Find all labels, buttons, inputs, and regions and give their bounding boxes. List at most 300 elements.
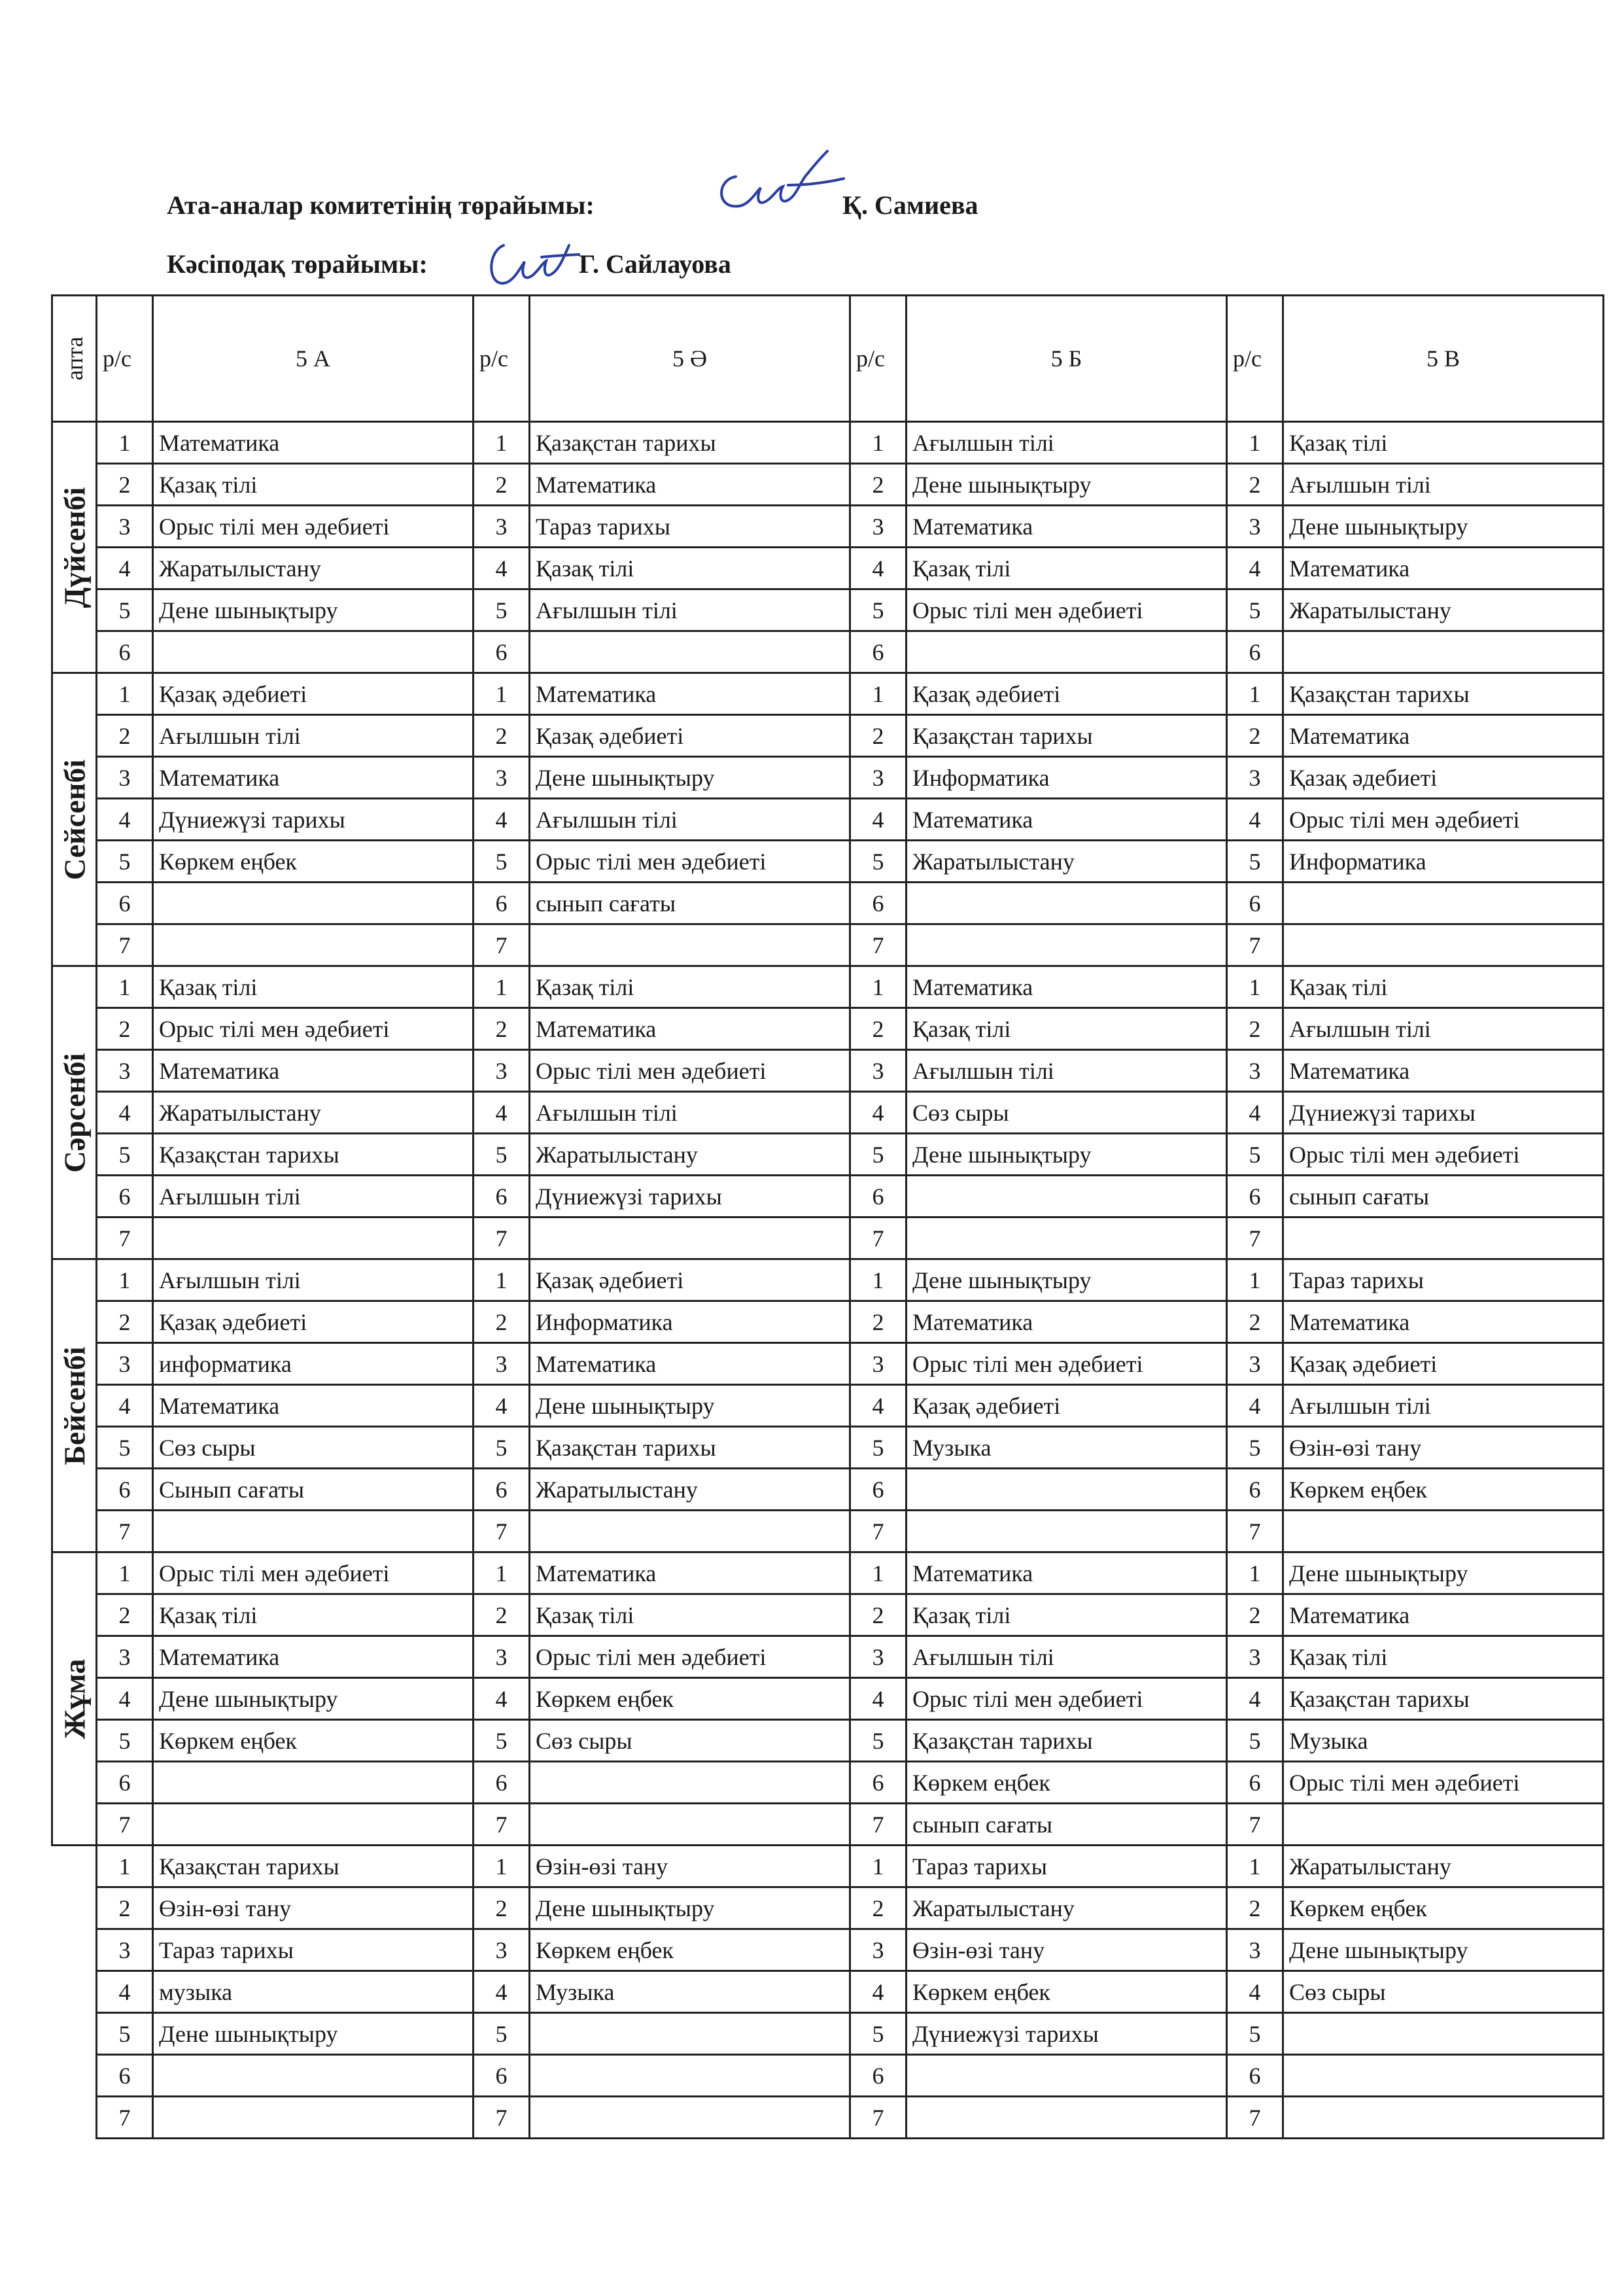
lesson-number: 6 xyxy=(850,1762,907,1804)
lesson-number: 3 xyxy=(1227,1050,1283,1092)
subject-cell: Қазақ тілі xyxy=(530,1594,850,1636)
table-row xyxy=(52,673,1604,715)
subject-cell xyxy=(1283,631,1604,673)
table-row xyxy=(52,1804,1604,1846)
lesson-number: 1 xyxy=(97,966,153,1008)
lesson-number: 6 xyxy=(97,631,153,673)
subject-cell xyxy=(530,1804,850,1846)
table-row xyxy=(52,1259,1604,1301)
table-row xyxy=(52,924,1604,966)
subject-cell: Орыс тілі мен әдебиеті xyxy=(153,1008,474,1050)
lesson-number: 3 xyxy=(1227,1636,1283,1678)
table-row xyxy=(52,1343,1604,1385)
lesson-number: 2 xyxy=(1227,1887,1283,1929)
subject-cell: Дүниежүзі тарихы xyxy=(530,1176,850,1218)
table-row xyxy=(52,1636,1604,1678)
lesson-number: 7 xyxy=(97,2097,153,2139)
lesson-number: 7 xyxy=(1227,924,1283,966)
lesson-number: 2 xyxy=(97,1301,153,1343)
lesson-number: 1 xyxy=(850,966,907,1008)
subject-cell xyxy=(530,2013,850,2055)
lesson-number: 4 xyxy=(1227,1385,1283,1427)
lesson-number: 3 xyxy=(850,1343,907,1385)
subject-cell: Орыс тілі мен әдебиеті xyxy=(530,1050,850,1092)
subject-cell: Орыс тілі мен әдебиеті xyxy=(530,841,850,883)
subject-cell: Дене шынықтыру xyxy=(153,589,474,631)
lesson-number: 3 xyxy=(1227,1929,1283,1971)
day-label: Бейсенбі xyxy=(58,1346,91,1465)
subject-cell: Дене шынықтыру xyxy=(153,2013,474,2055)
lesson-number: 4 xyxy=(850,1678,907,1720)
subject-cell xyxy=(1283,1804,1604,1846)
lesson-number: 1 xyxy=(1227,673,1283,715)
subject-cell: Тараз тарихы xyxy=(1283,1259,1604,1301)
lesson-number: 1 xyxy=(1227,1846,1283,1887)
subject-cell: Математика xyxy=(907,1301,1227,1343)
table-row xyxy=(52,1678,1604,1720)
lesson-number: 7 xyxy=(1227,1511,1283,1552)
lesson-number: 7 xyxy=(850,2097,907,2139)
subject-cell: Тараз тарихы xyxy=(907,1846,1227,1887)
subject-cell: Көркем еңбек xyxy=(153,1720,474,1762)
lesson-number: 1 xyxy=(474,1552,530,1594)
subject-cell: Ағылшын тілі xyxy=(1283,1385,1604,1427)
table-row xyxy=(52,757,1604,799)
subject-cell: Қазақ тілі xyxy=(530,966,850,1008)
lesson-number: 1 xyxy=(97,1846,153,1887)
subject-cell xyxy=(153,631,474,673)
subject-cell xyxy=(153,924,474,966)
subject-cell: Көркем еңбек xyxy=(907,1762,1227,1804)
subject-cell: Ағылшын тілі xyxy=(153,1259,474,1301)
subject-cell: Орыс тілі мен әдебиеті xyxy=(153,506,474,548)
lesson-number: 7 xyxy=(1227,1804,1283,1846)
table-row xyxy=(52,1762,1604,1804)
table-row xyxy=(52,1427,1604,1469)
table-row xyxy=(52,883,1604,924)
lesson-number: 2 xyxy=(1227,1008,1283,1050)
lesson-number: 2 xyxy=(97,1887,153,1929)
lesson-number: 6 xyxy=(1227,1762,1283,1804)
subject-cell: Ағылшын тілі xyxy=(153,1176,474,1218)
subject-cell: Жаратылыстану xyxy=(907,1887,1227,1929)
subject-cell: Дене шынықтыру xyxy=(530,757,850,799)
lesson-number: 5 xyxy=(850,1427,907,1469)
lesson-number: 6 xyxy=(850,631,907,673)
lesson-number: 5 xyxy=(1227,1427,1283,1469)
lesson-number: 4 xyxy=(1227,1971,1283,2013)
subject-cell: Математика xyxy=(1283,715,1604,757)
subject-cell: Қазақ тілі xyxy=(907,1008,1227,1050)
lesson-number: 4 xyxy=(474,548,530,589)
subject-cell xyxy=(907,2097,1227,2139)
subject-cell xyxy=(153,2055,474,2097)
subject-cell: Ағылшын тілі xyxy=(907,1636,1227,1678)
header-row xyxy=(52,296,1604,422)
subject-cell: Орыс тілі мен әдебиеті xyxy=(907,1343,1227,1385)
committee-chair-name: Қ. Самиева xyxy=(842,190,978,220)
subject-cell: Көркем еңбек xyxy=(153,841,474,883)
lesson-number: 5 xyxy=(850,1134,907,1176)
class-header: 5 Ә xyxy=(530,296,850,422)
subject-cell: Дене шынықтыру xyxy=(1283,1929,1604,1971)
lesson-number: 5 xyxy=(850,841,907,883)
subject-cell: Қазақ тілі xyxy=(1283,1636,1604,1678)
day-label: Дүйсенбі xyxy=(58,487,91,608)
lesson-number: 1 xyxy=(850,1846,907,1887)
lesson-number: 5 xyxy=(97,589,153,631)
lesson-number: 4 xyxy=(850,1092,907,1134)
day-cell xyxy=(52,673,97,966)
subject-cell: Математика xyxy=(1283,548,1604,589)
lesson-number: 5 xyxy=(1227,1134,1283,1176)
lesson-number: 6 xyxy=(1227,2055,1283,2097)
class-header: 5 А xyxy=(153,296,474,422)
lesson-number: 5 xyxy=(850,1720,907,1762)
table-row xyxy=(52,1176,1604,1218)
day-cell xyxy=(52,1552,97,1846)
subject-cell: Информатика xyxy=(1283,841,1604,883)
subject-cell: Математика xyxy=(153,757,474,799)
subject-cell: Математика xyxy=(530,1552,850,1594)
lesson-number: 7 xyxy=(1227,2097,1283,2139)
subject-cell xyxy=(907,631,1227,673)
lesson-number: 5 xyxy=(474,1134,530,1176)
table-row xyxy=(52,1720,1604,1762)
subject-cell xyxy=(907,924,1227,966)
lesson-number: 4 xyxy=(97,548,153,589)
table-row xyxy=(52,1511,1604,1552)
subject-cell: Математика xyxy=(907,506,1227,548)
lesson-number: 2 xyxy=(850,1887,907,1929)
subject-cell xyxy=(530,2097,850,2139)
schedule-table xyxy=(51,294,1604,2139)
subject-cell: Математика xyxy=(153,422,474,464)
week-header-cell xyxy=(52,296,97,422)
lesson-number: 1 xyxy=(1227,1259,1283,1301)
subject-cell: Қазақ тілі xyxy=(153,464,474,506)
subject-cell: Қазақстан тарихы xyxy=(153,1846,474,1887)
lesson-number: 2 xyxy=(850,464,907,506)
subject-cell: Орыс тілі мен әдебиеті xyxy=(530,1636,850,1678)
subject-cell xyxy=(530,2055,850,2097)
subject-cell: Дене шынықтыру xyxy=(153,1678,474,1720)
lesson-number: 6 xyxy=(850,1176,907,1218)
lesson-number: 6 xyxy=(1227,883,1283,924)
lesson-number: 5 xyxy=(474,1720,530,1762)
lesson-number: 3 xyxy=(474,1636,530,1678)
subject-cell xyxy=(153,883,474,924)
subject-cell: Жаратылыстану xyxy=(1283,589,1604,631)
lesson-number: 2 xyxy=(850,1301,907,1343)
committee-chair-label: Ата-аналар комитетінің төрайымы: xyxy=(167,190,595,220)
lesson-number: 1 xyxy=(474,422,530,464)
lesson-number: 4 xyxy=(850,1971,907,2013)
table-row xyxy=(52,1134,1604,1176)
lesson-number: 3 xyxy=(850,1636,907,1678)
lesson-number: 3 xyxy=(474,1929,530,1971)
subject-cell: Дүниежүзі тарихы xyxy=(153,799,474,841)
lesson-number: 4 xyxy=(97,1678,153,1720)
union-chair-signature xyxy=(484,232,582,298)
lesson-number: 3 xyxy=(474,1343,530,1385)
subject-cell: Ағылшын тілі xyxy=(907,1050,1227,1092)
subject-cell: Дене шынықтыру xyxy=(1283,1552,1604,1594)
lesson-number: 1 xyxy=(474,1846,530,1887)
table-row xyxy=(52,1594,1604,1636)
class-header: 5 В xyxy=(1283,296,1604,422)
table-row xyxy=(52,1050,1604,1092)
lesson-number: 2 xyxy=(474,1301,530,1343)
subject-cell xyxy=(1283,2013,1604,2055)
table-row xyxy=(52,966,1604,1008)
lesson-number: 4 xyxy=(97,1385,153,1427)
subject-cell: Математика xyxy=(153,1385,474,1427)
lesson-number: 2 xyxy=(474,1008,530,1050)
subject-cell: Математика xyxy=(1283,1050,1604,1092)
lesson-number: 1 xyxy=(850,1552,907,1594)
subject-cell: Өзін-өзі тану xyxy=(530,1846,850,1887)
subject-cell: Ағылшын тілі xyxy=(907,422,1227,464)
lesson-number: 3 xyxy=(474,506,530,548)
lesson-number: 2 xyxy=(1227,1301,1283,1343)
table-row xyxy=(52,2055,1604,2097)
lesson-number: 1 xyxy=(1227,1552,1283,1594)
subject-cell xyxy=(530,1511,850,1552)
lesson-number: 4 xyxy=(474,1971,530,2013)
subject-cell: Қазақ тілі xyxy=(1283,422,1604,464)
week-label: апта xyxy=(61,336,88,381)
day-label: Сейсенбі xyxy=(58,759,91,880)
lesson-number: 7 xyxy=(97,1218,153,1259)
lesson-number: 1 xyxy=(97,673,153,715)
lesson-number: 2 xyxy=(474,464,530,506)
lesson-number: 7 xyxy=(850,1218,907,1259)
subject-cell xyxy=(907,1511,1227,1552)
subject-cell: Информатика xyxy=(907,757,1227,799)
subject-cell: Көркем еңбек xyxy=(1283,1469,1604,1511)
lesson-number: 2 xyxy=(97,715,153,757)
subject-cell: Қазақ тілі xyxy=(907,1594,1227,1636)
union-chair-label: Кәсіподақ төрайымы: xyxy=(167,249,428,279)
subject-cell: Орыс тілі мен әдебиеті xyxy=(1283,1762,1604,1804)
committee-chair-signature xyxy=(710,147,854,219)
table-row xyxy=(52,464,1604,506)
subject-cell: Қазақстан тарихы xyxy=(1283,1678,1604,1720)
subject-cell: Ағылшын тілі xyxy=(530,589,850,631)
lesson-number: 4 xyxy=(474,1678,530,1720)
lesson-number: 5 xyxy=(474,841,530,883)
table-row xyxy=(52,422,1604,464)
subject-cell: Өзін-өзі тану xyxy=(1283,1427,1604,1469)
subject-cell: Өзін-өзі тану xyxy=(153,1887,474,1929)
lesson-number: 4 xyxy=(97,799,153,841)
subject-cell xyxy=(153,1218,474,1259)
lesson-number: 4 xyxy=(474,1092,530,1134)
subject-cell: Математика xyxy=(907,799,1227,841)
subject-cell: Математика xyxy=(530,464,850,506)
subject-cell: Математика xyxy=(153,1636,474,1678)
subject-cell: Қазақ әдебиеті xyxy=(530,1259,850,1301)
subject-cell: Қазақ әдебиеті xyxy=(907,1385,1227,1427)
subject-cell xyxy=(153,1511,474,1552)
subject-cell: Қазақстан тарихы xyxy=(907,715,1227,757)
lesson-number: 3 xyxy=(97,1636,153,1678)
subject-cell: Қазақстан тарихы xyxy=(530,1427,850,1469)
lesson-number: 7 xyxy=(474,1804,530,1846)
subject-cell: Қазақ тілі xyxy=(153,966,474,1008)
subject-cell: Музыка xyxy=(907,1427,1227,1469)
lesson-number: 5 xyxy=(474,2013,530,2055)
class-header: 5 Б xyxy=(907,296,1227,422)
lesson-number: 4 xyxy=(1227,1678,1283,1720)
subject-cell: Сөз сыры xyxy=(1283,1971,1604,2013)
subject-cell: Көркем еңбек xyxy=(907,1971,1227,2013)
lesson-number: 3 xyxy=(97,506,153,548)
lesson-number: 6 xyxy=(474,1469,530,1511)
day-cell xyxy=(52,422,97,673)
subject-cell: Қазақ әдебиеті xyxy=(1283,1343,1604,1385)
subject-cell: Сынып сағаты xyxy=(153,1469,474,1511)
table-row xyxy=(52,799,1604,841)
subject-cell xyxy=(907,883,1227,924)
lesson-number: 5 xyxy=(1227,841,1283,883)
subject-cell xyxy=(1283,924,1604,966)
lesson-number: 2 xyxy=(1227,715,1283,757)
subject-cell: сынып сағаты xyxy=(1283,1176,1604,1218)
lesson-number: 2 xyxy=(1227,464,1283,506)
lesson-number: 4 xyxy=(1227,548,1283,589)
lesson-number: 2 xyxy=(97,464,153,506)
lesson-number: 1 xyxy=(97,422,153,464)
subject-cell xyxy=(1283,1218,1604,1259)
lesson-number: 4 xyxy=(850,799,907,841)
subject-cell: Математика xyxy=(1283,1301,1604,1343)
lesson-number: 3 xyxy=(1227,506,1283,548)
subject-cell: Жаратылыстану xyxy=(153,548,474,589)
table-row xyxy=(52,1929,1604,1971)
day-cell xyxy=(52,1259,97,1552)
lesson-number: 4 xyxy=(97,1971,153,2013)
lesson-number: 2 xyxy=(850,715,907,757)
lesson-number: 3 xyxy=(850,1050,907,1092)
lesson-number: 5 xyxy=(474,589,530,631)
lesson-number: 5 xyxy=(1227,1720,1283,1762)
subject-cell: Математика xyxy=(1283,1594,1604,1636)
lesson-number: 4 xyxy=(474,1385,530,1427)
subject-cell: Ағылшын тілі xyxy=(530,799,850,841)
subject-cell: Дене шынықтыру xyxy=(907,1259,1227,1301)
subject-cell xyxy=(153,2097,474,2139)
subject-cell: Жаратылыстану xyxy=(907,841,1227,883)
lesson-number: 6 xyxy=(1227,1176,1283,1218)
lesson-number: 7 xyxy=(97,1511,153,1552)
table-row xyxy=(52,1092,1604,1134)
table-row xyxy=(52,1887,1604,1929)
subject-cell xyxy=(907,2055,1227,2097)
lesson-number: 4 xyxy=(474,799,530,841)
lesson-number: 2 xyxy=(474,1887,530,1929)
subject-cell: Сөз сыры xyxy=(907,1092,1227,1134)
lesson-number: 3 xyxy=(850,506,907,548)
subject-cell xyxy=(907,1176,1227,1218)
lesson-number: 3 xyxy=(1227,1343,1283,1385)
lesson-number: 5 xyxy=(1227,2013,1283,2055)
lesson-number: 3 xyxy=(850,1929,907,1971)
lesson-number: 7 xyxy=(850,1804,907,1846)
table-row xyxy=(52,506,1604,548)
lesson-number: 6 xyxy=(850,883,907,924)
lesson-number: 2 xyxy=(850,1008,907,1050)
subject-cell: сынып сағаты xyxy=(530,883,850,924)
subject-cell: Жаратылыстану xyxy=(530,1469,850,1511)
lesson-number: 7 xyxy=(1227,1218,1283,1259)
lesson-number: 4 xyxy=(850,1385,907,1427)
lesson-number: 5 xyxy=(97,841,153,883)
lesson-number: 6 xyxy=(97,883,153,924)
subject-cell: Қазақ әдебиеті xyxy=(153,1301,474,1343)
num-header: р/с xyxy=(97,296,153,422)
lesson-number: 6 xyxy=(97,1762,153,1804)
subject-cell: Дене шынықтыру xyxy=(1283,506,1604,548)
subject-cell: Ағылшын тілі xyxy=(153,715,474,757)
subject-cell: Қазақ тілі xyxy=(530,548,850,589)
lesson-number: 6 xyxy=(1227,631,1283,673)
subject-cell xyxy=(530,1218,850,1259)
lesson-number: 1 xyxy=(474,673,530,715)
lesson-number: 7 xyxy=(474,1511,530,1552)
subject-cell: Дүниежүзі тарихы xyxy=(1283,1092,1604,1134)
subject-cell: Қазақ әдебиеті xyxy=(907,673,1227,715)
lesson-number: 5 xyxy=(850,2013,907,2055)
subject-cell: Қазақ тілі xyxy=(1283,966,1604,1008)
subject-cell xyxy=(530,631,850,673)
subject-cell: Қазақ әдебиеті xyxy=(530,715,850,757)
subject-cell: Жаратылыстану xyxy=(153,1092,474,1134)
subject-cell: Жаратылыстану xyxy=(530,1134,850,1176)
table-row xyxy=(52,1008,1604,1050)
lesson-number: 6 xyxy=(850,1469,907,1511)
table-row xyxy=(52,548,1604,589)
subject-cell: Қазақ әдебиеті xyxy=(153,673,474,715)
schedule-table-wrapper xyxy=(51,294,1604,2139)
lesson-number: 3 xyxy=(850,757,907,799)
lesson-number: 6 xyxy=(97,2055,153,2097)
lesson-number: 6 xyxy=(850,2055,907,2097)
lesson-number: 6 xyxy=(474,2055,530,2097)
table-row xyxy=(52,631,1604,673)
lesson-number: 1 xyxy=(850,422,907,464)
subject-cell: Математика xyxy=(907,966,1227,1008)
subject-cell: Қазақ тілі xyxy=(153,1594,474,1636)
subject-cell: Музыка xyxy=(1283,1720,1604,1762)
subject-cell: Дүниежүзі тарихы xyxy=(907,2013,1227,2055)
lesson-number: 1 xyxy=(97,1259,153,1301)
subject-cell: Математика xyxy=(530,1343,850,1385)
subject-cell xyxy=(530,1762,850,1804)
lesson-number: 5 xyxy=(1227,589,1283,631)
lesson-number: 1 xyxy=(850,1259,907,1301)
lesson-number: 6 xyxy=(474,1762,530,1804)
subject-cell: Тараз тарихы xyxy=(530,506,850,548)
lesson-number: 5 xyxy=(97,1134,153,1176)
subject-cell: Дене шынықтыру xyxy=(530,1385,850,1427)
lesson-number: 6 xyxy=(474,1176,530,1218)
subject-cell: Математика xyxy=(907,1552,1227,1594)
lesson-number: 3 xyxy=(97,1929,153,1971)
lesson-number: 5 xyxy=(850,589,907,631)
lesson-number: 4 xyxy=(1227,799,1283,841)
